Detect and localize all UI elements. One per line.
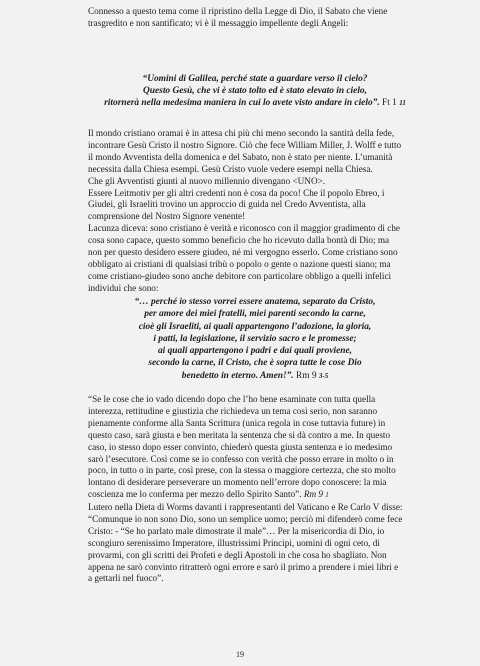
lacunza-paragraph [88,394,422,502]
text-line: cosa sono capace, questo sommo beneficio che ho ricevuto dalla bontà di Dio; ma [88,235,390,246]
text-line: appena ne sarò convinto ritratterò ogni errore e sarò il primo a prendere i miei libri e [88,561,399,572]
text-line: “Se le cose che io vado dicendo dopo che l’ho bene esaminate con tutta quella [88,394,376,404]
romans-quote [88,296,422,382]
quote-line [88,97,422,109]
text-line: a gettarli nel fuoco”. [88,573,164,584]
text-line: questo caso, sarà giusta e ben meritata la sentenza che si dà contro a me. In questo [88,429,391,440]
quote-reference: Rm 9 [295,370,317,381]
text-line: caso, io stesso dopo esser convinto, chiederò questa giusta sentenza e io medesimo [88,441,393,452]
text-line: interezza, rettitudine e giustizia che richiedeva un tema così serio, non saranno [88,405,378,416]
text-line: comprensione del Nostro Signore venente! [88,211,246,222]
quote-line [88,370,422,382]
text-line: incontrare Gesù Cristo il nostro Signore. Ciò che fece William Miller, J. Wolff e tutto [88,139,402,150]
text-line: Giudei, gli Israeliti trovino un approccio di guida nel Credo Avventista, alla [88,199,366,210]
main-paragraph [88,128,422,295]
quote-line: per amore dei miei fratelli, miei parenti secondo la carne, [144,309,366,320]
galilea-quote [88,73,422,110]
quote-line: i patti, la legislazione, il servizio sacro e le promesse; [153,333,357,344]
quote-line: “Uomini di Galilea, perché state a guardare verso il cielo? [142,74,368,84]
quote-reference: Ft 1 [382,98,397,109]
text-line: Cristo: - “Se ho parlato male dimostrate il male”… Per la misericordia di Dio, io [88,525,385,536]
text-line: il mondo Avventista della domenica e del Sabato, non è stato per niente. L’umanità [88,151,393,162]
quote-reference-verse: 11 [399,99,406,108]
text-line: provarmi, con gli scritti dei Profeti e degli Apostoli in che cosa ho sbagliato. Non [88,549,387,560]
text-line-content: coscienza me lo conferma per mezzo dello Spirito Santo”. [88,489,302,500]
quote-line: secondo la carne, il Cristo, che è sopra tutte le cose Dio [148,358,362,369]
lutero-paragraph [88,502,422,585]
verse-reference: Rm 9 [303,489,323,500]
quote-text: ritornerà nella medesima maniera in cui lo avete visto andare in cielo”. [104,98,380,109]
text-line: Lacunza diceva: sono cristiano è verità e riconosco con il maggior gradimento di che [88,223,401,234]
intro-paragraph [88,6,422,30]
text-line: pienamente conforme alla Santa Scrittura (unica regola in cose tuttavia future) in [88,417,386,428]
verse-reference-number: 1 [325,491,329,500]
text-line: individui che sono: [88,282,159,293]
text-line: Che gli Avventisti giunti al nuovo millennio divengano <UNO>. [88,175,326,186]
text-line: sarò l’esecutore. Così come se io confesso con verità che posso errare in molto o in [88,453,394,464]
text-line: obbligato ai cristiani di qualsiasi tribù o popolo o gente o nazione questi siano; ma [88,258,391,269]
text-line: Lutero nella Dieta di Worms davanti i rappresentanti del Vaticano e Re Carlo V disse: [88,502,403,512]
quote-reference-verse: 3-5 [318,371,329,380]
quote-line: Questo Gesù, che vi è stato tolto ed è stato elevato in cielo, [143,86,367,97]
text-line: necessita dalla Chiesa esempi. Gesù Cristo vuole vedere esempi nella Chiesa. [88,163,373,174]
text-line: scongiuro serenissimo Imperatore, illustrissimi Principi, uomini di ogni ceto, di [88,537,380,548]
quote-line: “… perché io stesso vorrei essere anatema, separato da Cristo, [134,297,376,307]
text-line: non per questo desidero essere giudeo, né mi vergogno esserlo. Come cristiano sono [88,247,398,258]
text-line: Il mondo cristiano oramai è in attesa chi più chi meno secondo la santità della fede, [88,128,395,138]
text-line: lontano di desiderare perseverare un momento nell’errore dopo conoscere: la mia [88,477,387,488]
text-line: come cristiano-giudeo sono anche debitore con particolare obbligo a quelli infelici [88,270,392,281]
text-line: “Comunque io non sono Dio, sono un semplice uomo; perciò mi difenderò come fece [88,513,403,524]
text-line: trasgredito e non santificato; vi è il messaggio impellente degli Angeli: [88,17,349,28]
text-line: Essere Leitmotiv per gli altri credenti non è cosa da poco! Che il popolo Ebreo, i [88,187,385,198]
quote-text: benedetto in eterno. Amen!”. [181,370,294,381]
quote-line: ai quali appartengono i padri e dai quali proviene, [157,346,353,357]
quote-line: cioè gli Israeliti, ai quali appartengono l’adozione, la gloria, [138,321,372,332]
page-number: 19 [236,650,244,659]
text-line [88,489,422,502]
text-line: Connesso a questo tema come il ripristino della Legge di Dio, il Sabato che viene [88,6,388,16]
text-line: poco, in tutto o in parte, così prese, con la stessa o maggiore certezza, che sto molto [88,465,396,476]
